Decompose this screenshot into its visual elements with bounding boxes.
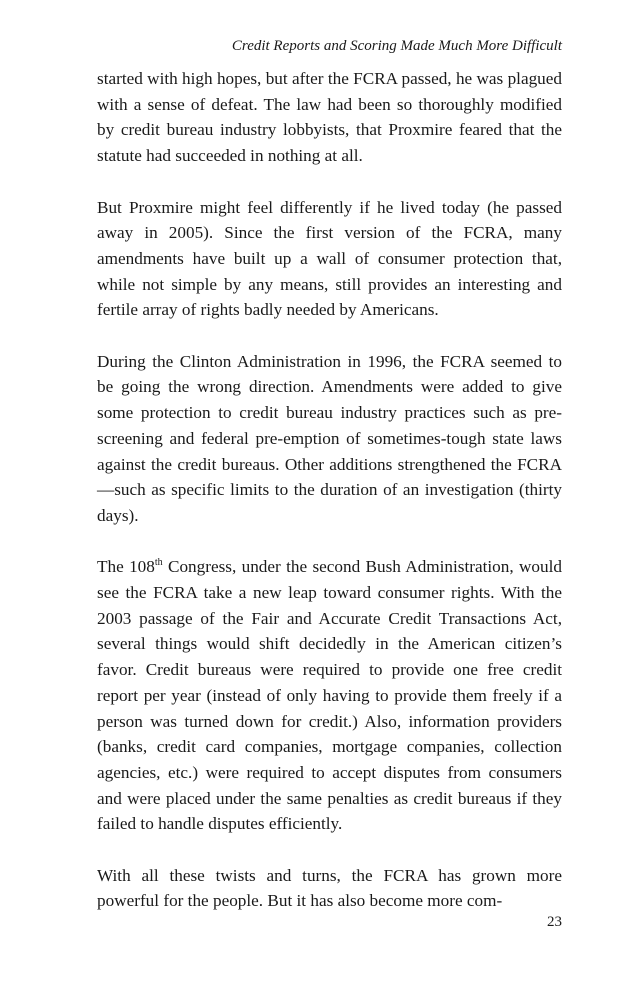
ordinal-superscript: th <box>154 557 163 569</box>
paragraph-2: But Proxmire might feel differently if he lived today (he passed away in 2005). Since the first version of the FCRA, many amendments have built up a wall of consumer protection that, while not simple by any means, still provides an interesting and fertile array of rights badly needed by Americans. <box>97 197 562 320</box>
page-number: 23 <box>547 914 562 930</box>
paragraph-4-rest: Congress, under the second Bush Administration, would see the FCRA take a new leap toward consumer rights. With the 2003 passage of the Fair and Accurate Credit Transactions Act, several things would shift decidedly in the American citizen’s favor. Credit bureaus were required to provide one free credit report per year (instead of only having to provide them freely if a person was turned down for credit.) Also, information providers (banks, credit card companies, mortgage companies, collection agencies, etc.) were required to accept disputes from consumers and were placed under the same penalties as credit bureaus if they failed to handle disputes efficiently. <box>97 557 562 834</box>
paragraph-5: With all these twists and turns, the FCRA has grown more powerful for the people. But it has also become more com- <box>97 865 562 911</box>
body-text <box>97 66 562 914</box>
running-header: Credit Reports and Scoring Made Much More Difficult <box>231 38 562 54</box>
paragraph-3: During the Clinton Administration in 1996, the FCRA seemed to be going the wrong direction. Amendments were added to give some protection to credit bureau industry practices such as pre-screening and federal pre-emption of sometimes-tough state laws against the credit bureaus. Other additions strengthened the FCRA—such as specific limits to the duration of an investigation (thirty days). <box>97 351 562 525</box>
paragraph-1: started with high hopes, but after the FCRA passed, he was plagued with a sense of defeat. The law had been so thoroughly modified by credit bureau industry lobbyists, that Proxmire feared that the statute had succeeded in nothing at all. <box>97 69 562 166</box>
paragraph-4-start: The 108 <box>97 557 155 577</box>
paragraph-4 <box>97 554 562 837</box>
